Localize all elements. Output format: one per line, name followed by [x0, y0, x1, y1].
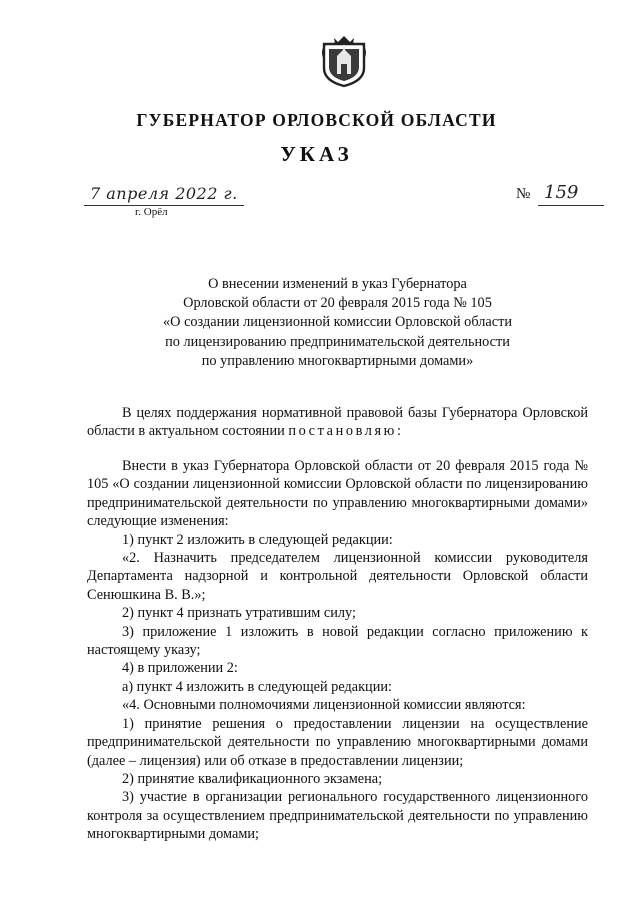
decree-heading — [100, 275, 575, 371]
decree-body — [87, 457, 588, 844]
heading-line: Орловской области от 20 февраля 2015 года № 105 — [183, 295, 492, 312]
number-underline — [538, 205, 604, 206]
heading-line: по лицензированию предпринимательской деятельности — [165, 333, 510, 350]
heading-line: по управлению многоквартирными домами» — [201, 352, 474, 369]
org-title: ГУБЕРНАТОР ОРЛОВСКОЙ ОБЛАСТИ — [136, 110, 497, 130]
paragraph: 4) в приложении 2: — [122, 660, 238, 677]
paragraph: 1) пункт 2 изложить в следующей редакции: — [122, 531, 393, 548]
decree-word: постановляю: — [288, 423, 404, 440]
paragraph: 3) приложение 1 изложить в новой редакции согласно приложению к настоящему указу; — [87, 623, 588, 659]
number-block — [516, 182, 606, 210]
paragraph: 2) принятие квалификационного экзамена; — [122, 770, 383, 787]
preamble — [87, 404, 588, 441]
paragraph: «2. Назначить председателем лицензионной комиссии руководителя Департамента надзорной и контрольной деятельности Орловской области Сенюшкина В. В.»; — [87, 550, 588, 603]
preamble-text: В целях поддержания нормативной правовой базы Губернатора Орловской области в актуальном состоянии — [87, 405, 588, 440]
date-block — [84, 184, 254, 218]
heading-line: О внесении изменений в указ Губернатора — [208, 276, 467, 292]
preamble-paragraph — [87, 404, 588, 441]
coat-of-arms-icon — [320, 34, 368, 88]
paragraph: 3) участие в организации регионального государственного лицензионного контроля за осуществлением предпринимательской деятельности по управлению многоквартирными домами; — [87, 789, 588, 843]
paragraph: а) пункт 4 изложить в следующей редакции: — [122, 678, 392, 695]
city-label: г. Орёл — [135, 206, 168, 218]
doc-type-title: УКАЗ — [280, 142, 353, 166]
handwritten-number: 159 — [544, 182, 579, 203]
heading-line: «О создании лицензионной комиссии Орловской области — [163, 314, 512, 331]
paragraph: «4. Основными полномочиями лицензионной комиссии являются: — [122, 697, 526, 714]
paragraph: 1) принятие решения о предоставлении лицензии на осуществление предпринимательской деятельности по управлению многоквартирными домами (далее – лицензия) или об отказе в предоставлении лицензии; — [87, 715, 588, 769]
number-sign: № — [516, 186, 531, 202]
paragraph: Внести в указ Губернатора Орловской области от 20 февраля 2015 года № 105 «О создании лицензионной комиссии Орловской области по лицензированию предпринимательской деятельности по управлению многоквартирными домами» следующие изменения: — [87, 458, 588, 530]
handwritten-date: 7 апреля 2022 г. — [90, 184, 238, 203]
paragraph: 2) пункт 4 признать утратившим силу; — [122, 605, 356, 622]
